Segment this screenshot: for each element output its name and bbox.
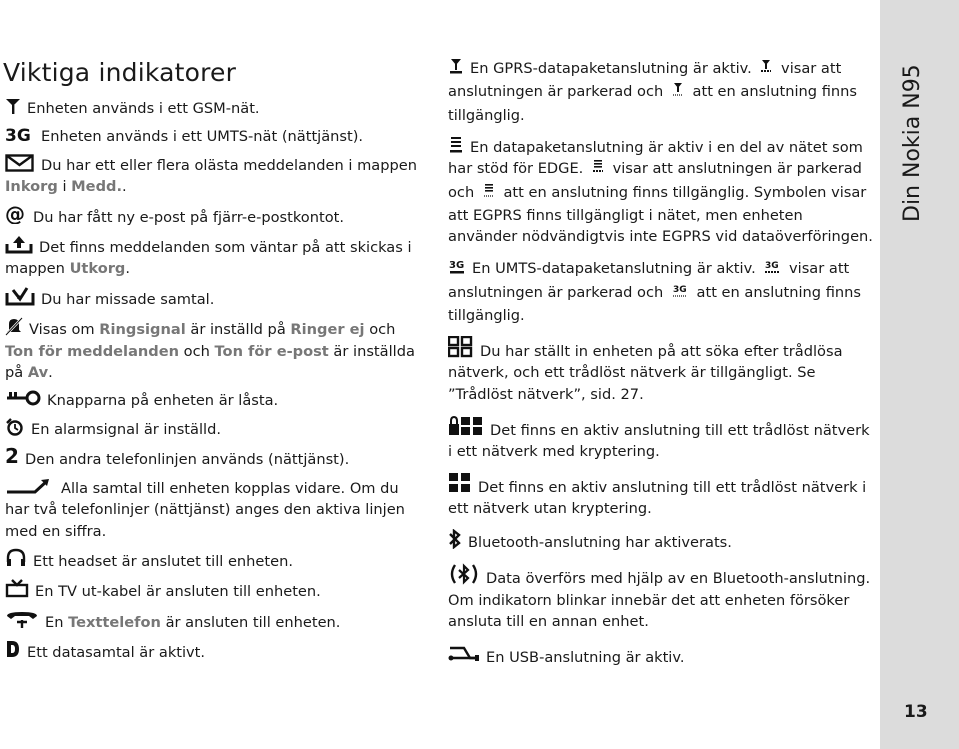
right-column: [448, 57, 873, 678]
missed-call-icon: [5, 286, 35, 306]
indicator-unread-messages: Du har ett eller flera olästa meddelanden i mappen Inkorg i Medd..: [5, 154, 420, 198]
alarm-clock-icon: [5, 418, 25, 436]
text-phone-icon: [5, 609, 39, 629]
envelope-icon: [5, 154, 35, 172]
indicator-gprs: En GPRS-datapaketanslutning är aktiv. visar att anslutningen är parkerad och att en anslutning finns tillgänglig.: [448, 57, 873, 126]
available-connection-icon: [672, 82, 684, 104]
indicator-alarm: En alarmsignal är inställd.: [5, 418, 420, 440]
at-sign-icon: [5, 204, 27, 224]
page-number: 13: [904, 702, 928, 722]
indicator-egprs: En datapaketanslutning är aktiv i en del av nätet som har stöd för EDGE. visar att anslutningen är parkerad och att en anslutning finns tillgänglig. Symbolen visar att EGPRS finns tillgängligt i nätet, men enheten använder nödvändigtvis inte EGPRS vid dataöverföringen.: [448, 136, 873, 248]
indicator-tv-out: En TV ut-kabel är ansluten till enheten.: [5, 578, 420, 602]
egprs-icon: [448, 136, 464, 154]
indicator-umts-packet: 3G En UMTS-datapaketanslutning är aktiv. 3G visar att anslutningen är parkerad och 3G att en anslutning finns tillgänglig.: [448, 257, 873, 326]
svg-text:3G: 3G: [765, 261, 780, 272]
data-call-icon: [5, 639, 21, 659]
bluetooth-icon: [448, 529, 462, 549]
line-two-icon: [5, 446, 19, 466]
svg-text:3G: 3G: [5, 126, 31, 144]
page-title: Viktiga indikatorer: [3, 58, 237, 87]
indicator-keylock: Knapparna på enheten är låsta.: [5, 389, 420, 411]
indicator-bluetooth: Bluetooth-anslutning har aktiverats.: [448, 529, 873, 553]
indicator-usb: En USB-anslutning är aktiv.: [448, 642, 873, 668]
key-lock-icon: [5, 389, 41, 407]
indicator-missed-calls: Du har missade samtal.: [5, 286, 420, 310]
outbox-icon: [5, 234, 33, 254]
indicator-call-divert: Alla samtal till enheten kopplas vidare. Om du har två telefonlinjer (nättjänst) anges den aktiva linjen med en siffra.: [5, 477, 420, 542]
available-connection-icon: [672, 283, 688, 305]
available-connection-icon: [483, 183, 495, 205]
indicator-gsm: Enheten används i ett GSM-nät.: [5, 97, 420, 119]
svg-text:@: @: [5, 203, 25, 224]
indicator-headset: Ett headset är anslutet till enheten.: [5, 548, 420, 572]
svg-text:3G: 3G: [449, 260, 465, 272]
parked-connection-icon: [592, 159, 604, 181]
headset-icon: [5, 548, 27, 568]
indicator-wlan-available: Du har ställt in enheten på att söka efter trådlösa nätverk, och ett trådlöst nätverk är tillgängligt. Se ”Trådlöst nätverk”, sid. 27.: [448, 336, 873, 405]
indicator-data-call: Ett datasamtal är aktivt.: [5, 639, 420, 663]
3g-icon: [5, 125, 35, 143]
umts-packet-icon: [448, 257, 466, 275]
wlan-icon: [448, 472, 472, 494]
indicator-outbox: Det finns meddelanden som väntar på att skickas i mappen Utkorg.: [5, 234, 420, 280]
indicator-text-phone: En Texttelefon är ansluten till enheten.: [5, 609, 420, 633]
tv-out-icon: [5, 578, 29, 598]
wlan-encrypted-icon: [448, 415, 484, 437]
indicator-silent: Visas om Ringsignal är inställd på Ringer ej och Ton för meddelanden och Ton för e-post är inställda på Av.: [5, 316, 420, 383]
wlan-search-icon: [448, 336, 474, 358]
parked-connection-icon: [760, 59, 772, 81]
indicator-wlan: Det finns en aktiv anslutning till ett trådlöst nätverk i ett nätverk utan kryptering.: [448, 472, 873, 520]
sidebar-title: Din Nokia N95: [900, 64, 925, 222]
silent-bell-icon: [5, 316, 23, 336]
indicator-remote-mail: @ Du har fått ny e-post på fjärr-e-postkontot.: [5, 203, 344, 226]
usb-icon: [448, 642, 480, 664]
gsm-signal-icon: [5, 97, 21, 115]
indicator-wlan-encrypted: Det finns en aktiv anslutning till ett trådlöst nätverk i ett nätverk med kryptering.: [448, 415, 873, 463]
call-divert-icon: [5, 477, 51, 495]
svg-text:2: 2: [5, 446, 19, 467]
indicator-bluetooth-transfer: Data överförs med hjälp av en Bluetooth-anslutning. Om indikatorn blinkar innebär det att enheten försöker ansluta till en annan enhet.: [448, 563, 873, 632]
svg-text:3G: 3G: [672, 284, 687, 295]
parked-connection-icon: [764, 259, 780, 281]
gprs-icon: [448, 57, 464, 75]
indicator-line-two: 2 Den andra telefonlinjen används (nättjänst).: [5, 446, 350, 469]
indicator-umts: 3G Enheten används i ett UMTS-nät (nättjänst).: [5, 126, 364, 146]
left-column: [5, 97, 420, 670]
bluetooth-transfer-icon: [448, 563, 480, 585]
